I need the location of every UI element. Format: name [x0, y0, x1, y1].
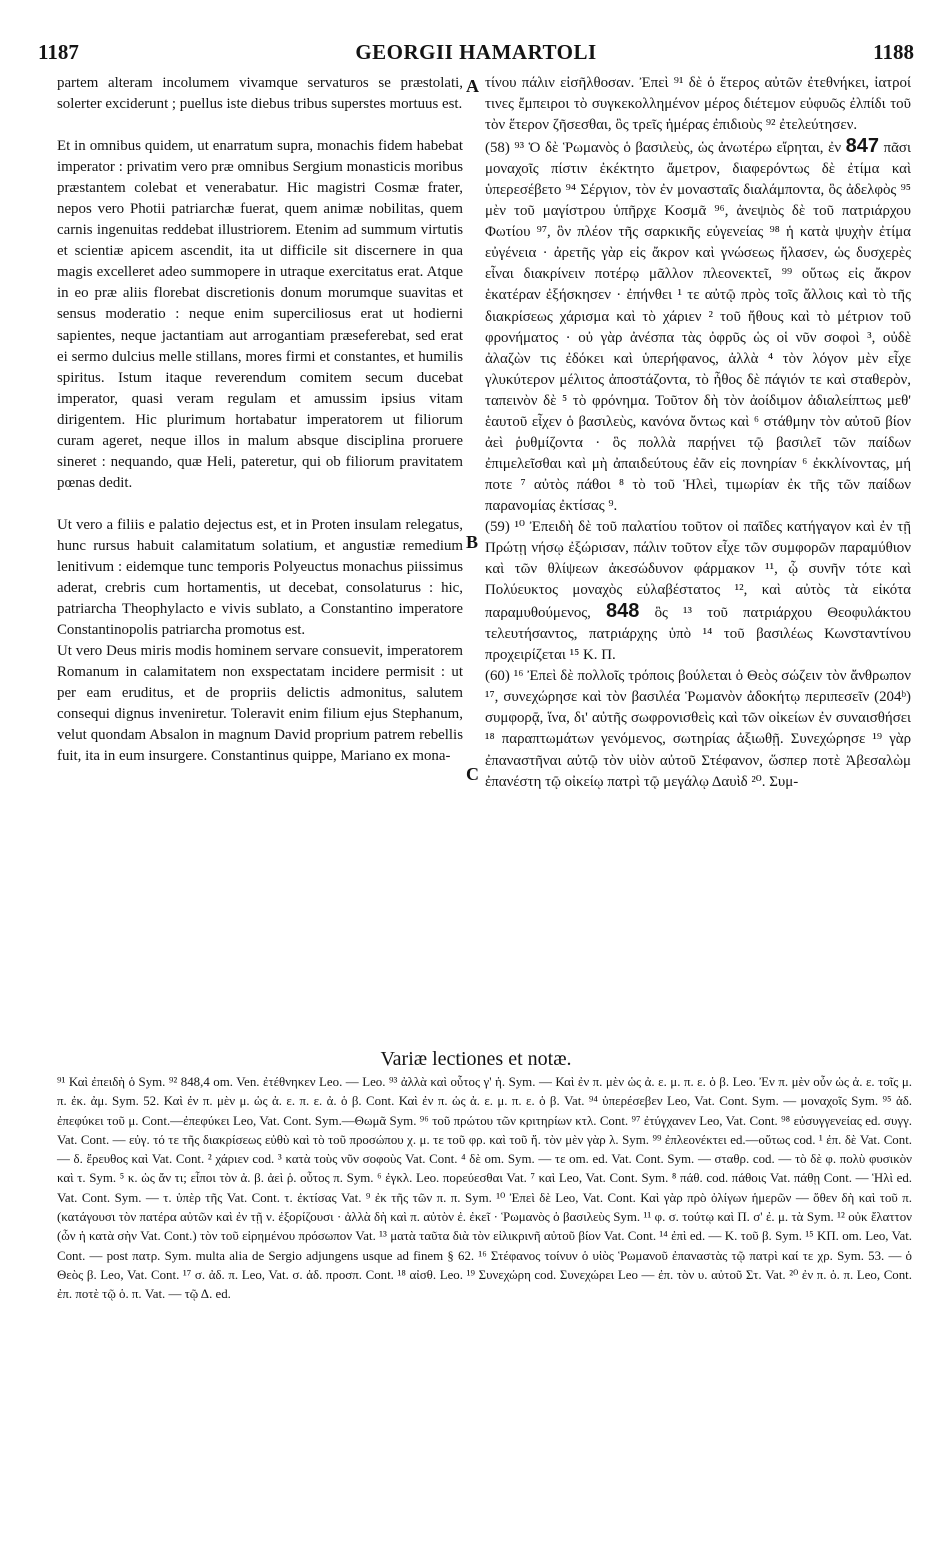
margin-letter-b: B: [466, 532, 479, 552]
running-head: GEORGII HAMARTOLI: [355, 40, 597, 64]
margin-page-number-847: 847: [845, 135, 880, 158]
latin-paragraph-3: Ut vero a filiis e palatio dejectus est, et in Proten insulam relegatus, hunc rursus habuit calamitatum solatium, et angustiæ remedium lenitivum : eidemque tunc temporis Polyeuctus monachus piissimus aderat, crebris cum hortamentis, ut decebat, consolaturus : hic, patriarcha Theophylacto e vivis sublato, a Constantino imperatore Constantinopolis patriarcha promotus est.: [57, 516, 463, 639]
page-header: [0, 40, 952, 74]
greek-paragraph-1: τίνου πάλιν εἰσῆλθοσαν. Ἐπεὶ ⁹¹ δὲ ὁ ἕτερος αὐτῶν ἐτεθνήκει, ἰατροί τινες ἔμπειροι τὸ συγκεκολλημένον μέρος διέτεμον εὐφυῶς ἐλπίδι τοῦ τὸν ἕτερον ζῆσεσθαι, ὃς τρεῖς ἡμέρας ἐπιδιοὺς ⁹² ἐτελεύτησεν.: [485, 75, 911, 134]
apparatus-notes: ⁹¹ Καὶ ἐπειδὴ ὁ Sym. ⁹² 848,4 om. Ven. ἐτέθνηκεν Leo. — Leo. ⁹³ ἀλλὰ καὶ οὗτος γ' ἡ. Sym. — Καὶ ἐν π. μὲν ὡς ἀ. ε. μ. π. ε. ὁ β. Leo. Ἐν π. μὲν οὖν ὡς ἀ. ε. τοῖς μ. π. ἐκ. ἀμ. Sym. 52. Καὶ ἐν π. μὲν μ. ὡς ἀ. ε. π. ε. ἀ. ὁ β. Cont. Καὶ ἐν π. ὡς ἀ. ε. μ. π. ε. ὁ β. Vat. ⁹⁴ ὑπερέσεβεν Leo, Vat. Cont. Sym. — μοναχοῖς Sym. ⁹⁵ ἀδ. ἐπεφύκει τοῦ μ. Cont.—ἐπεφύκει Leo, Vat. Cont. Sym.—Θωμᾶ Sym. ⁹⁶ τοῦ πρώτου τῶν κριτηρίων κτλ. Cont. ⁹⁷ ἐτύγχανεν Leo, Vat. Cont. ⁹⁸ εὐσυγγενείας ed. συγγ. Vat. Cont. — εὐγ. τό τε τῆς διακρίσεως εὐθὺ καὶ τὸ τοῦ προσώπου χ. μ. τε τοῦ φρ. καὶ τοῦ ἤ. τὸν μὲν γὰρ λ. Sym. ⁹⁹ ἐπλεονέκτει ed.—οὕτως cod. ¹ ἐπ. δὲ Vat. Cont. — δ. ἔρευθος καὶ Vat. Cont. ² χάριεν cod. ³ κατὰ τοὺς νῦν σοφοὺς Vat. Cont. ⁴ δὲ om. Sym. — τε om. ed. Vat. Cont. Sym. — σταθρ. cod. — τὸ δὲ φ. πολὺ φυσικὸν καὶ τ. Sym. ⁵ κ. ὡς ἄν τι; εἶποι τὸν ἀ. β. ἀεὶ ῥ. οὗτος π. Sym. ⁶ ἐγκλ. Leo. πορεύεσθαι Vat. ⁷ καὶ Leo, Vat. Cont. Sym. ⁸ πάθ. cod. πάθοις Vat. πάθῃ Cont. — Ἡλὶ ed. Vat. Cont. Sym. — τ. ὑπὲρ τῆς Vat. Cont. τ. ἐκτίσας Vat. ⁹ ἐκ τῆς τῶν π. π. Sym. ¹⁰ Ἐπεὶ δὲ Leo, Vat. Cont. Καὶ γὰρ πρὸ ὀλίγων ἡμερῶν — ὅθεν δὴ καὶ τοῦ π. (κατάγουσι τὸν πατέρα αὐτῶν καὶ ἐν τῇ ν. ἐξορίζουσι · ἀλλὰ δὴ καὶ π. αὐτὸν ἐ. ἐκεῖ · Ῥωμανὸς ὁ βασιλεὺς Sym. ¹¹ φ. σ. τούτῳ καὶ Π. σ' ἐ. μ. τὰ Sym. ¹² οὐκ ἔλαττον (ὧν ἡ κατὰ σὴν Vat. Cont.) τὸν τοῦ εἰρημένου πρόσωπον Vat. ¹³ ματὰ ταῦτα διὰ τὸν εἰλικρινῆ αὐτοῦ βίον Vat. Cont. ¹⁴ ἐπὶ ed. — Κ. τοῦ β. Sym. ¹⁵ ΚΠ. om. Leo, Vat. Cont. — post πατρ. Sym. multa alia de Sergio adjungens usque ad finem § 62. ¹⁶ Στέφανος τοίνυν ὁ υἱὸς Ῥωμανοῦ ἐπαναστὰς τῷ πατρὶ καί τε χρ. Sym. 53. — ὁ Θεὸς β. Leo, Vat. Cont. ¹⁷ σ. ἀδ. π. Leo, Vat. σ. ἀδ. πρoσπ. Cont. ¹⁸ αἰσθ. Leo. ¹⁹ Συνεχώρη cod. Συνεχώρει Leo — ἐπ. τὸν υ. αὐτοῦ Στ. Vat. ²⁰ ἐν π. ὁ. π. Leo, Cont. ἐπ. ποτὲ τῷ ὁ. π. Vat. — τῷ Δ. ed.: [57, 1075, 912, 1302]
greek-paragraph-3: [485, 517, 911, 666]
latin-paragraph-4: Ut vero Deus miris modis hominem servare consuevit, imperatorem Romanum in calamitatem non exspectatam incidere permisit : ut per eam eruditus, et de propriis delictis admonitus, salutem consequi dignus inveniretur. Toleravit enim filium ejus Stephanum, velut quondam Absalon in magnum David proprium patrem rebellis fuit, ita in eum insurgere. Constantinus quippe, Mariano ex mona-: [57, 643, 463, 765]
margin-page-number-848: 848: [606, 600, 640, 623]
notes-title: Variæ lectiones et notæ.: [380, 1048, 572, 1070]
greek-paragraph-3a: (59) ¹⁰ Ἐπειδὴ δὲ τοῦ παλατίου τοῦτον οἱ παῖδες κατήγαγον καὶ ἐν τῇ Πρώτῃ νήσῳ ἐξώρισαν, πάλιν τοῦτον εἶχε τῶν συμφορῶν παραμύθιον καὶ τῶν θλίψεων ἀκεσώδυνον φάρμακον ¹¹, ᾧ συνῆν τότε καὶ Πολύευκτος μοναχὸς εὐλαβέστατος ¹², καὶ αὐτὸς τὰ εἰκότα παραμυθούμενος,: [485, 518, 911, 622]
greek-paragraph-3b: ὃς ¹³ τοῦ πατριάρχου Θεοφυλάκτου τελευτήσαντος, πατριάρχης ὑπὸ ¹⁴ τοῦ βασιλέως Κωνσταντίνου προχειρίζεται ¹⁵ Κ. Π.: [485, 605, 911, 664]
greek-paragraph-2a: (58) ⁹³ Ὁ δὲ Ῥωμανὸς ὁ βασιλεὺς, ὡς ἀνωτέρω εἴρηται, ἐν: [485, 140, 842, 157]
latin-paragraph-1: partem alteram incolumem vivamque servaturos se præstolati, solerter exciderunt ; puellus iste diebus tribus superstes mortuus est.: [57, 75, 463, 113]
latin-paragraph-2: Et in omnibus quidem, ut enarratum supra, monachis fidem habebat imperator : privatim vero præ omnibus Sergium monasticis moribus præstantem colebat et venerabatur. Hic magistri Cosmæ frater, nepos vero Photii patriarchæ fuerat, quem animæ nobilitas, quem carnis ingenuitas reddebat illustriorem. Etenim ad summum virtutis et scientiæ apicem ascendit, ita ut difficile sit discernere in qua magis excelleret adeo summopere in utraque exercitatus erat. Atque in eo præ aliis florebat discretionis donum morumque suavitas et sensus moderatio : neque enim superciliosus erat ut hodierni sapientes, neque jactantiam aut arrogantiam præseferebat, sed erat ei sermo dulcius melle stillans, mores firmi et constantes, et humilis spiritus. Istum itaque reverendum comitem secum ducebat imperator, quasi veram regulam et amussim ipsius vitam dirigentem. Hic plurimum hortabatur imperatorem ut filiorum curam ageret, neque illos in malum absque disciplina proruere sineret : nequando, quæ Heli, pateretur, qui ob filiorum pravitatem pœnas dedit.: [57, 138, 463, 491]
margin-letter-a: A: [466, 76, 479, 96]
page-number-left: 1187: [38, 40, 79, 64]
margin-letter-c: C: [466, 764, 479, 784]
greek-paragraph-2b: πᾶσι μοναχοῖς πίστιν ἐκέκτητο ἄμετρον, διαφερόντως δὲ ἐτίμα καὶ ὑπερεσέβετο ⁹⁴ Σέργιον, τὸν ἐν μονασταῖς διαλάμποντα, ὃς ἀδελφὸς ⁹⁵ μὲν τοῦ μαγίστρου ὑπῆρχε Κοσμᾶ ⁹⁶, ἀνεψιὸς δὲ τοῦ πατριάρχου Φωτίου ⁹⁷, ὃν πλέον τῆς σαρκικῆς εὐγενείας ⁹⁸ ἡ κατὰ ψυχὴν ἐτίμα εὐγένεια · ἀρετῆς γὰρ εἰς ἄκρον καὶ γνώσεως ἤλασεν, ὡς δυσχερὲς εἶναι διακρίνειν ποτέρῳ μᾶλλον πλεονεκτεῖ, ⁹⁹ οὕτως εἰς ἄκρον ἑκατέραν ἐξήσκησεν · ἐπήνθει ¹ τε αὐτῷ πρὸς τοῖς ἄλλοις καὶ τὸ τῆς διακρίσεως χάρισμα καὶ τὸ χάριεν ² τοῦ ἤθους καὶ τὸ μέτριον τοῦ φρονήματος · οὐ γὰρ ἀνέσπα τὰς ὀφρῦς ὡς οἱ νῦν σοφοὶ ³, οὐδὲ ἀλαζὼν τις ἐδόκει καὶ ὑπερήφανος, ἀλλὰ ⁴ τὸν λόγον μὲν εἶχε γλυκύτερον μέλιτος ἀποστάζοντα, τὸ ἦθος δὲ πάγιόν τε καὶ σταθερὸν, ταπεινὸν δὲ ⁵ τὸ φρόνημα. Τοῦτον δὴ τὸν ἀοίδιμον ἀδιαλείπτως μεθ' ἑαυτοῦ εἶχεν ὁ βασιλεὺς, κανόνα ὄντως καὶ ⁶ στάθμην τὸν αὐτοῦ βίον ἀεὶ ῥυθμίζοντα · ὃς πολλὰ παρῄνει τῷ βασιλεῖ τῶν παίδων ἐπιμελεῖσθαι καὶ μὴ ἀπαιδεύτους ἐᾶν εἰς πονηρίαν ⁶ ἐκκλίνοντας, μή ποτε ⁷ αὐτὸς πάθοι ⁸ τὸ τοῦ Ἡλεὶ, τιμωρίαν ἐκ τῆς τῶν παίδων παρανομίας ἐκτίσας ⁹.: [485, 140, 911, 514]
latin-column: [57, 73, 463, 767]
greek-paragraph-4: (60) ¹⁶ Ἐπεὶ δὲ πολλοῖς τρόποις βούλεται ὁ Θεὸς σώζειν τὸν ἄνθρωπον ¹⁷, συνεχώρησε καὶ τὸν βασιλέα Ῥωμανὸν ἀδοκήτῳ περιπεσεῖν (204ᵇ) συμφορᾷ, ἵνα, δι' αὐτῆς σωφρονισθεὶς καὶ τῶν οἰκείων ἐν συναισθήσει ¹⁸ παραπτωμάτων γενόμενος, σωτηρίας ἀξιωθῇ. Συνεχώρησε ¹⁹ γὰρ ἐπαναστῆναι αὐτῷ τὸν υἱὸν αὐτοῦ Στέφανον, ὥσπερ ποτὲ Ἀβεσαλὼμ ἐπανέστη τῷ οἰκείῳ πατρὶ τῷ μεγάλῳ Δαυὶδ ²⁰. Συμ-: [485, 668, 911, 790]
greek-paragraph-2: [485, 136, 911, 517]
greek-column: [485, 73, 911, 793]
page-number-right: 1188: [873, 40, 914, 64]
